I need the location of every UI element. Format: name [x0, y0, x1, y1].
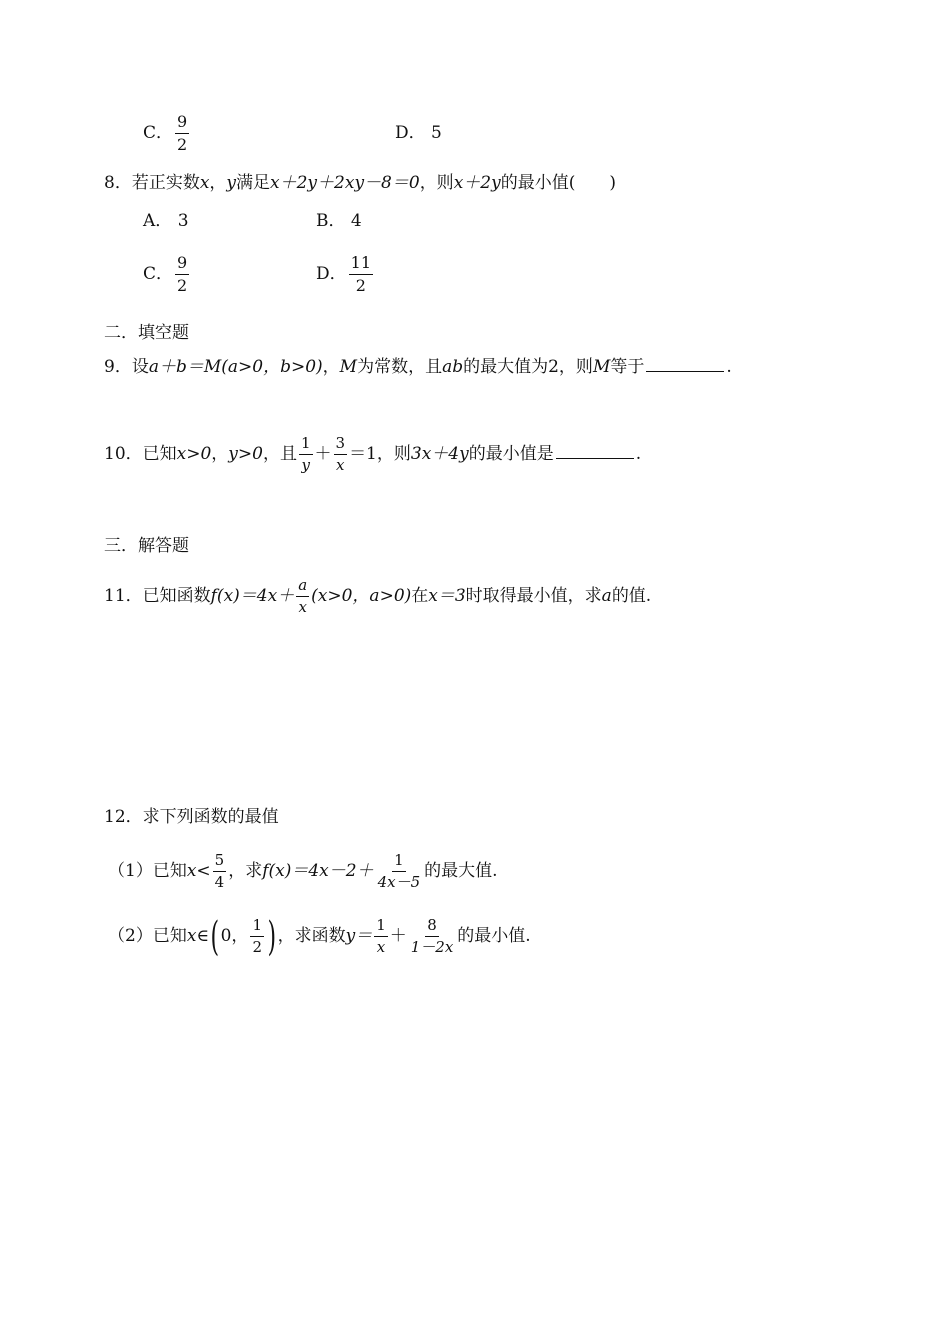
q11-fraction: $\frac{a}{x}$	[298, 576, 308, 616]
q7-option-c: C． $\frac{9}{2}$	[143, 112, 188, 154]
q8-option-a: A． 3	[143, 211, 189, 231]
q10-fraction-1: $\frac{1}{y}$	[300, 434, 311, 474]
q12-p2-interval-fraction: $\frac{1}{2}$	[252, 916, 262, 956]
q12-p1-function-fraction: $\frac{1}{4x-5}$	[377, 851, 421, 891]
q9-answer-blank[interactable]	[646, 357, 724, 372]
q7-option-d: D． 5	[395, 123, 442, 143]
q12-title: 12．求下列函数的最值	[104, 807, 279, 827]
q12-p1-bound-fraction: $\frac{5}{4}$	[214, 851, 225, 891]
q10-answer-blank[interactable]	[556, 444, 634, 459]
q9-stem: 9．设a＋b＝M(a>0，b>0)，M为常数，且ab的最大值为2，则M等于 .	[104, 357, 732, 377]
q12-part-2: （2）已知x∈(0， $\frac{1}{2}$ )，求函数y＝ $\frac{1}{x}$ ＋ $\frac{8}{1-2x}$ 的最小值.	[108, 913, 531, 960]
q8-option-b: B． 4	[316, 211, 362, 231]
q7-option-c-fraction: $\frac{9}{2}$	[177, 112, 188, 154]
q8-option-c-fraction: $\frac{9}{2}$	[177, 253, 188, 295]
q11-stem: 11．已知函数f(x)＝4x＋ $\frac{a}{x}$ (x>0，a>0)在x＝3时取得最小值，求a的值.	[104, 576, 652, 616]
q12-p2-fraction-2: $\frac{8}{1-2x}$	[410, 916, 454, 956]
q8-option-d-fraction: $\frac{11}{2}$	[350, 253, 371, 295]
q12-p2-fraction-1: $\frac{1}{x}$	[376, 916, 386, 956]
q10-stem: 10．已知x>0，y>0，且 $\frac{1}{y}$ ＋ $\frac{3}{x}$ ＝1，则3x＋4y的最小值是 .	[104, 434, 642, 474]
section-solve-title: 三．解答题	[104, 536, 189, 556]
section-fill-in-title: 二．填空题	[104, 323, 189, 343]
q12-part-1: （1）已知x< $\frac{5}{4}$ ，求f(x)＝4x－2＋ $\frac{1}{4x-5}$ 的最大值.	[108, 851, 498, 891]
right-paren-icon: )	[267, 913, 277, 960]
q10-fraction-2: $\frac{3}{x}$	[335, 434, 346, 474]
left-paren-icon: (	[210, 913, 220, 960]
q8-equation: x＋2y＋2xy－8＝0	[270, 173, 420, 193]
q8-stem: 8．若正实数x，y满足x＋2y＋2xy－8＝0，则x＋2y的最小值( )	[104, 173, 616, 193]
q8-option-c: C． $\frac{9}{2}$	[143, 253, 188, 295]
q8-option-d: D． $\frac{11}{2}$	[316, 253, 371, 295]
